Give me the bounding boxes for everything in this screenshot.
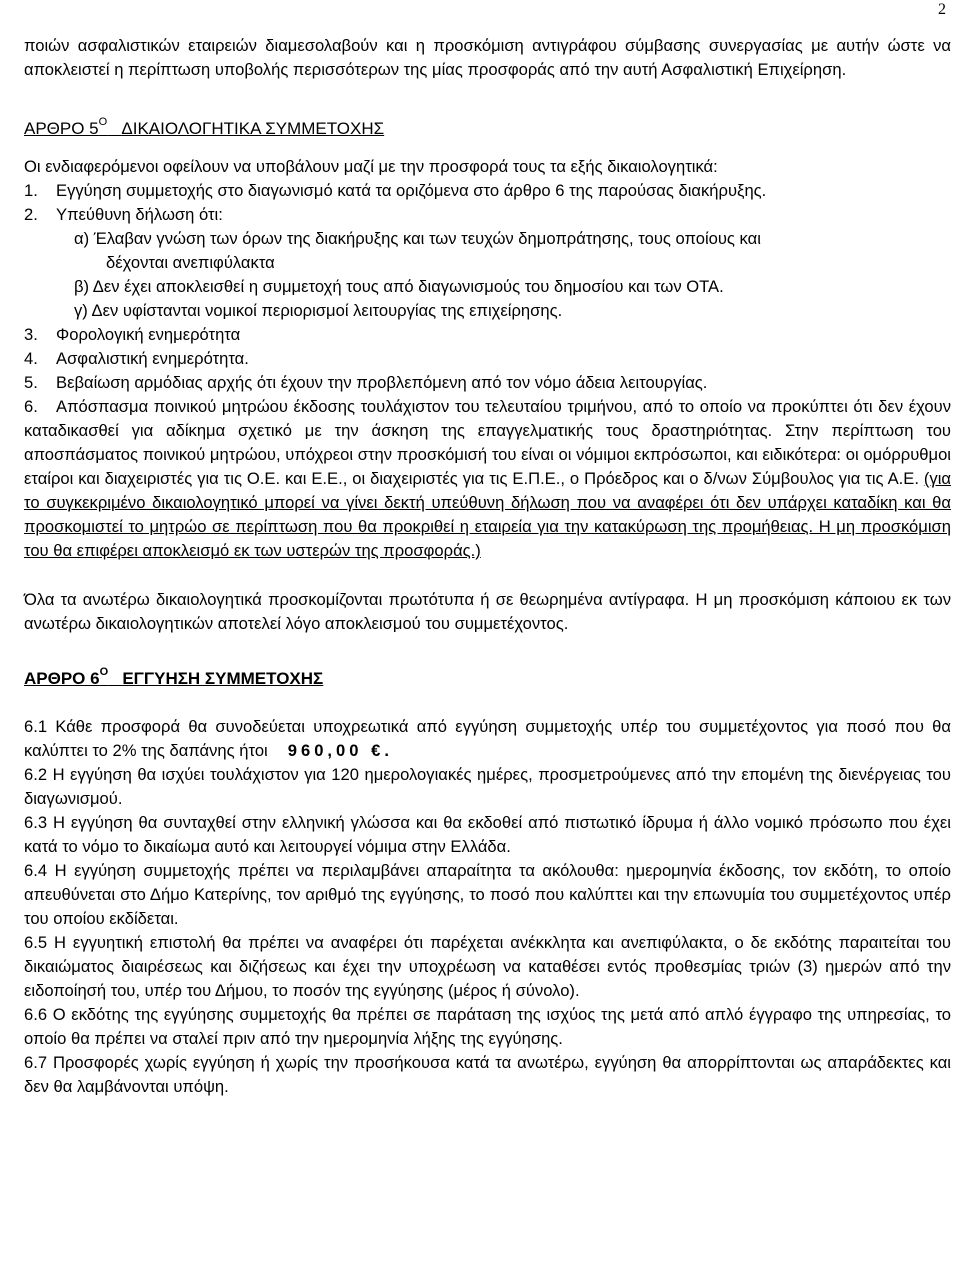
list-item (24, 179, 951, 203)
clause-6-1-amount: 960,00 €. (287, 741, 393, 760)
clause-6-5: 6.5 Η εγγυητική επιστολή θα πρέπει να αναφέρει ότι παρέχεται ανέκκλητα και ανεπιφύλακτα, ο δε εκδότης παραιτείται του δικαιώματος διαιρέσεως και διζήσεως και έχει την υποχρέωση να καταθέσει εντός προθεσμίας τριών (3) ημερών από την ειδοποίησή του, υπέρ του Δήμου, το ποσόν της εγγύησης (μέρος ή σύνολο). (24, 933, 951, 1000)
clause-6-7: 6.7 Προσφορές χωρίς εγγύηση ή χωρίς την προσήκουσα κατά τα ανωτέρω, εγγύηση θα απορρίπτονται ως απαράδεκτες και δεν θα λαμβάνονται υπόψη. (24, 1053, 951, 1096)
list-item (24, 203, 951, 227)
item-text: Εγγύηση συμμετοχής στο διαγωνισμό κατά τα οριζόμενα στο άρθρο 6 της παρούσας διακήρυξης. (56, 181, 767, 200)
article-5-number: ΑΡΘΡΟ 5 (24, 119, 99, 138)
list-item (24, 323, 951, 347)
sub-item-a-continued: δέχονται ανεπιφύλακτα (106, 253, 275, 272)
item-text: Βεβαίωση αρμόδιας αρχής ότι έχουν την προβλεπόμενη από τον νόμο άδεια λειτουργίας. (56, 373, 708, 392)
clause-6-2: 6.2 Η εγγύηση θα ισχύει τουλάχιστον για 120 ημερολογιακές ημέρες, προσμετρούμενες από την επομένη της διενέργειας του διαγωνισμού. (24, 765, 951, 808)
article-6-number: ΑΡΘΡΟ 6 (24, 669, 100, 688)
item-number: 6. (24, 397, 38, 416)
article-5-heading (24, 117, 951, 141)
list-item (24, 347, 951, 371)
article-5-closing: Όλα τα ανωτέρω δικαιολογητικά προσκομίζονται πρωτότυπα ή σε θεωρημένα αντίγραφα. Η μη προσκόμιση κάποιου εκ των ανωτέρω δικαιολογητικών αποτελεί λόγο αποκλεισμού του συμμετέχοντος. (24, 590, 951, 633)
clause-6-4: 6.4 Η εγγύηση συμμετοχής πρέπει να περιλαμβάνει απαραίτητα τα ακόλουθα: ημερομηνία έκδοσης, τον εκδότη, το οποίο απευθύνεται στο Δήμο Κατερίνης, τον αριθμό της εγγύησης, το ποσό που καλύπτει και την επωνυμία του συμμετέχοντος υπέρ του οποίου εκδίδεται. (24, 861, 951, 928)
clause-6-1 (24, 715, 951, 763)
item-number: 1. (24, 181, 38, 200)
item-number: 2. (24, 205, 38, 224)
article-6-title: ΕΓΓΥΗΣΗ ΣΥΜΜΕΤΟΧΗΣ (122, 669, 324, 688)
item-6-underlined-note: (για το συγκεκριμένο δικαιολογητικό μπορεί να γίνει δεκτή υπεύθυνη δήλωση που να αναφέρει ότι δεν υπάρχει καταδίκη και θα προσκομιστεί το μητρώο σε περίπτωση που θα προκριθεί η εταιρεία για την κατακύρωση της προμήθειας. Η μη προσκόμιση του θα επιφέρει αποκλεισμό εκ των υστερών της προσφοράς.) (24, 469, 951, 560)
item-text: Ασφαλιστική ενημερότητα. (56, 349, 249, 368)
sub-item-a: α) Έλαβαν γνώση των όρων της διακήρυξης και των τευχών δημοπράτησης, τους οποίους και (74, 229, 761, 248)
page-number: 2 (938, 1, 946, 18)
item-number: 4. (24, 349, 38, 368)
item-text: Απόσπασμα ποινικού μητρώου έκδοσης τουλάχιστον του τελευταίου τριμήνου, από το οποίο να προκύπτει ότι δεν έχουν καταδικασθεί για αδίκημα σχετικό με την άσκηση της επαγγελματικής τους δραστηριότητας. Στην περίπτωση του αποσπάσματος ποινικού μητρώου, υπόχρεοι στην προσκόμισή του είναι οι νόμιμοι εκπρόσωποι, και ειδικότερα: οι ομόρρυθμοι εταίροι και διαχειριστές για τις Ο.Ε. και Ε.Ε., οι διαχειριστές για τις Ε.Π.Ε., ο Πρόεδρος και ο δ/νων Σύμβουλος για τις Α.Ε. (24, 397, 951, 488)
sub-item-b: β) Δεν έχει αποκλεισθεί η συμμετοχή τους από διαγωνισμούς του δημοσίου και των ΟΤΑ. (74, 277, 724, 296)
clause-6-3: 6.3 Η εγγύηση θα συνταχθεί στην ελληνική γλώσσα και θα εκδοθεί από πιστωτικό ίδρυμα ή άλλο νομικό πρόσωπο που έχει κατά το νόμο το δικαίωμα αυτό και λειτουργεί νόμιμα στην Ελλάδα. (24, 813, 951, 856)
list-item-6 (24, 395, 951, 563)
article-5-title: ΔΙΚΑΙΟΛΟΓΗΤΙΚΑ ΣΥΜΜΕΤΟΧΗΣ (121, 119, 385, 138)
item-text: Υπεύθυνη δήλωση ότι: (56, 205, 223, 224)
sub-item-c: γ) Δεν υφίστανται νομικοί περιορισμοί λειτουργίας της επιχείρησης. (74, 301, 563, 320)
clause-6-6: 6.6 Ο εκδότης της εγγύησης συμμετοχής θα πρέπει σε παράταση της ισχύος της μετά από απλό έγγραφο της υπηρεσίας, το οποίο θα πρέπει να σταλεί πριν από την ημερομηνία λήξης της εγγύησης. (24, 1005, 951, 1048)
clause-6-1-text: 6.1 Κάθε προσφορά θα συνοδεύεται υποχρεωτικά από εγγύηση συμμετοχής υπέρ του συμμετέχοντος για ποσό που θα καλύπτει το 2% της δαπάνης ήτοι (24, 717, 951, 760)
article-5-sup: Ο (98, 116, 108, 129)
article-5-lead: Οι ενδιαφερόμενοι οφείλουν να υποβάλουν μαζί με την προσφορά τους τα εξής δικαιολογητικά: (24, 157, 718, 176)
item-number: 3. (24, 325, 38, 344)
document-body (24, 34, 951, 1099)
article-6-heading (24, 667, 951, 691)
list-item (24, 371, 951, 395)
item-number: 5. (24, 373, 38, 392)
item-text: Φορολογική ενημερότητα (56, 325, 241, 344)
article-6-sup: Ο (99, 666, 109, 679)
intro-paragraph: ποιών ασφαλιστικών εταιρειών διαμεσολαβούν και η προσκόμιση αντιγράφου σύμβασης συνεργασίας με αυτήν ώστε να αποκλειστεί η περίπτωση υποβολής περισσότερων της μίας προσφοράς από την αυτή Ασφαλιστική Επιχείρηση. (24, 36, 951, 79)
